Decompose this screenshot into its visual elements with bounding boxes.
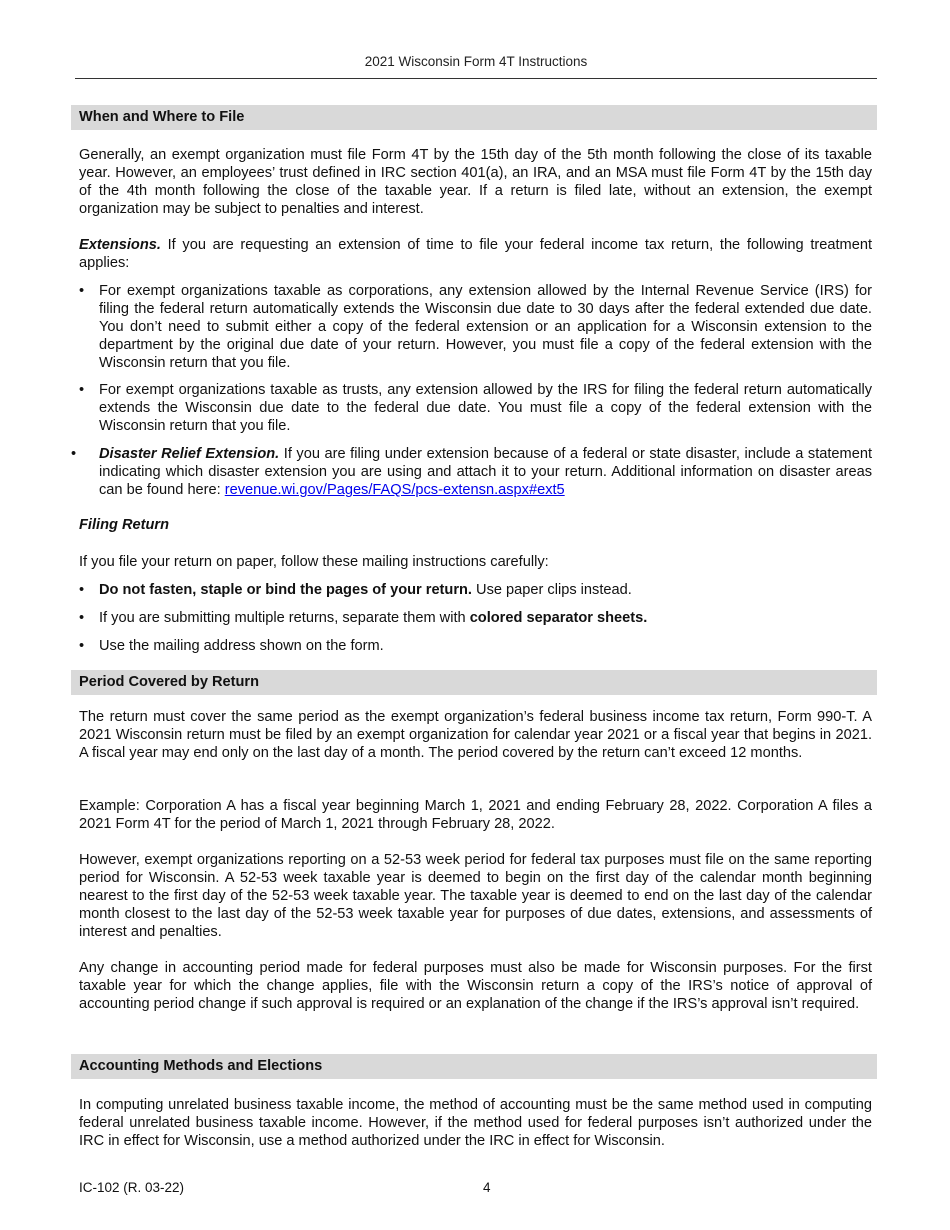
section-heading-when-where: When and Where to File xyxy=(71,105,877,130)
list-item-extension-trusts: • For exempt organizations taxable as trusts, any extension allowed by the IRS for filing the federal return automatically extends the Wisconsin due date to the federal due date. You must file a copy of the federal extension with the Wisconsin return that you file. xyxy=(79,382,872,434)
extensions-lead: Extensions. xyxy=(79,237,161,253)
bullet-icon: • xyxy=(79,638,85,654)
filing-return-heading: Filing Return xyxy=(79,517,169,533)
list-item-separator-sheets: • If you are submitting multiple returns, separate them with colored separator sheets. xyxy=(79,610,648,626)
bullet-icon: • xyxy=(79,610,85,626)
bullet-icon: • xyxy=(79,582,85,598)
paragraph-extensions xyxy=(79,236,872,272)
page-header-title: 2021 Wisconsin Form 4T Instructions xyxy=(364,54,588,69)
paragraph-when-where: Generally, an exempt organization must file Form 4T by the 15th day of the 5th month following the close of its taxable year. However, an employees’ trust defined in IRC section 401(a), an IRA, and an MSA must file Form 4T by the 15th day of the 4th month following the close of the taxable year. If a return is filed late, without an extension, the exempt organization may be subject to penalties and interest. xyxy=(79,147,872,217)
list-item-disaster-relief: • Disaster Relief Extension. If you are filing under extension because of a federal or state disaster, include a statement indicating which disaster extension you are using and attach it to your return. Additional information on disaster areas can be found here: revenue.wi.gov/Pages/FAQS/pcs-extensn.aspx#ext5 xyxy=(71,446,872,498)
disaster-areas-link[interactable]: revenue.wi.gov/Pages/FAQS/pcs-extensn.aspx#ext5 xyxy=(224,482,565,498)
paragraph-period-accounting-change: Any change in accounting period made for federal purposes must also be made for Wisconsin purposes. For the first taxable year for which the change applies, file with the Wisconsin return a copy of the IRS’s notice of approval of accounting period change if such approval is required or an explanation of the change if the IRS’s approval isn’t required. xyxy=(79,960,872,1012)
list-item-do-not-fasten: • Do not fasten, staple or bind the pages of your return. Use paper clips instead. xyxy=(79,582,632,598)
paragraph-period-example: Example: Corporation A has a fiscal year beginning March 1, 2021 and ending February 28, 2022. Corporation A files a 2021 Form 4T for the period of March 1, 2021 through February 28, 2022. xyxy=(79,798,872,832)
extensions-text: If you are requesting an extension of time to file your federal income tax return, the following treatment applies: xyxy=(79,237,872,271)
list-item-extension-corporations: • For exempt organizations taxable as corporations, any extension allowed by the Internal Revenue Service (IRS) for filing the federal return automatically extends the Wisconsin due date to 30 days after the federal extended due date. You don’t need to submit either a copy of the federal extension or an application for a Wisconsin extension to the department by the original due date of your return. However, you must file a copy of the federal extension with the Wisconsin return that you file. xyxy=(79,283,872,371)
disaster-relief-lead: Disaster Relief Extension. xyxy=(99,446,280,462)
section-heading-accounting-methods: Accounting Methods and Elections xyxy=(71,1054,877,1079)
bullet-icon: • xyxy=(79,283,85,299)
filing-intro: If you file your return on paper, follow these mailing instructions carefully: xyxy=(79,554,549,570)
header-divider xyxy=(75,78,877,79)
bullet-icon: • xyxy=(79,382,85,398)
list-item-mailing-address: • Use the mailing address shown on the form. xyxy=(79,638,384,654)
footer-page-number: 4 xyxy=(483,1180,491,1195)
bullet-icon: • xyxy=(71,446,77,462)
footer-form-id: IC-102 (R. 03-22) xyxy=(79,1180,185,1195)
section-heading-period-covered: Period Covered by Return xyxy=(71,670,877,695)
paragraph-period-52-53-week: However, exempt organizations reporting on a 52-53 week period for federal tax purposes must file on the same reporting period for Wisconsin. A 52-53 week taxable year is deemed to begin on the first day of the calendar month beginning nearest to the first day of the 52-53 week taxable year. The taxable year is deemed to end on the last day of the calendar month closest to the last day of the 52-53 week taxable year for purposes of due dates, extensions, and assessments of interest and penalties. xyxy=(79,852,872,940)
paragraph-period-1: The return must cover the same period as the exempt organization’s federal business income tax return, Form 990-T. A 2021 Wisconsin return must be filed by an exempt organization for calendar year 2021 or a fiscal year that begins in 2021. A fiscal year may end only on the last day of a month. The period covered by the return can’t exceed 12 months. xyxy=(79,709,872,761)
paragraph-accounting-methods: In computing unrelated business taxable income, the method of accounting must be the same method used in computing federal unrelated business taxable income. However, if the method used for federal purposes isn’t authorized under the IRC in effect for Wisconsin, use a method authorized under the IRC in effect for Wisconsin. xyxy=(79,1097,872,1149)
